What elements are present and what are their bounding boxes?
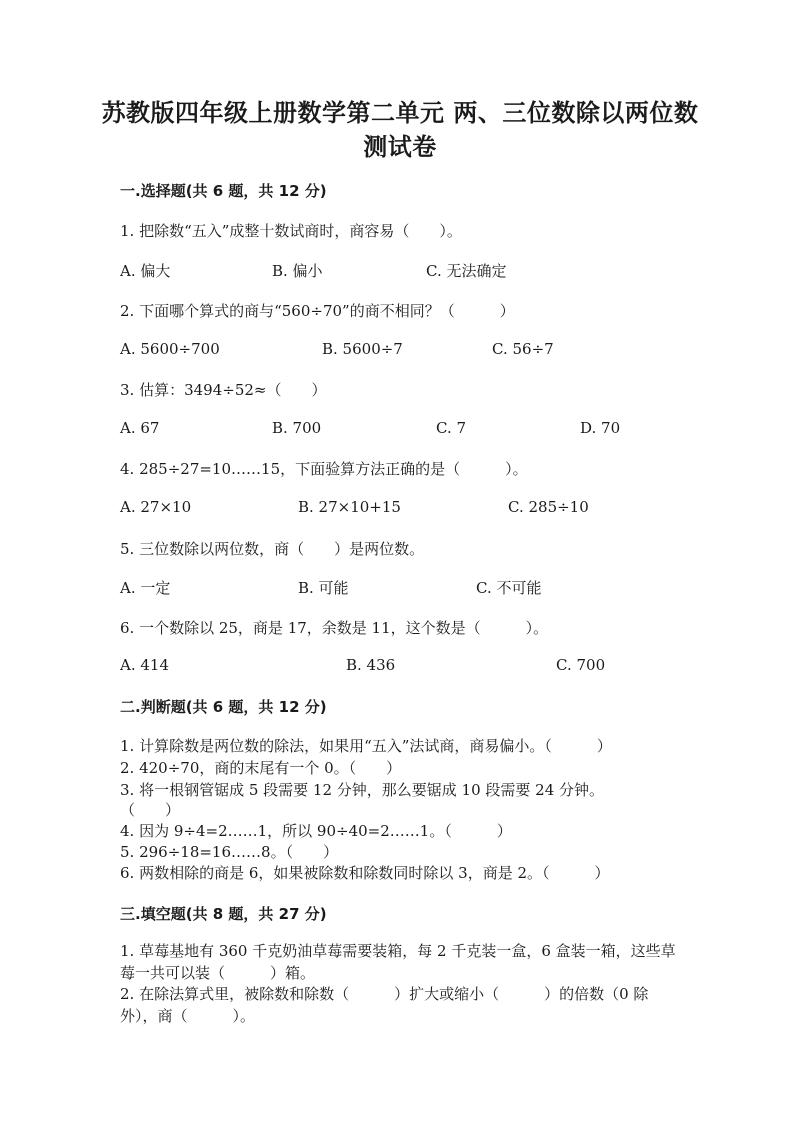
judge-item-2: 2. 420÷70，商的末尾有一个 0。（ ）	[120, 759, 402, 777]
option-1b: B. 偏小	[272, 262, 323, 280]
judge-item-6: 6. 两数相除的商是 6，如果被除数和除数同时除以 3，商是 2。（ ）	[120, 864, 610, 882]
judge-item-3-blank: （ ）	[120, 801, 181, 819]
option-5c: C. 不可能	[476, 579, 542, 597]
option-2c: C. 56÷7	[492, 340, 554, 358]
option-3c: C. 7	[436, 419, 467, 437]
question-2: 2. 下面哪个算式的商与“560÷70”的商不相同？（ ）	[120, 302, 515, 320]
question-4: 4. 285÷27=10……15，下面验算方法正确的是（ ）。	[120, 460, 528, 478]
page-title: 苏教版四年级上册数学第二单元 两、三位数除以两位数 测试卷	[101, 99, 699, 161]
option-5a: A. 一定	[120, 579, 171, 597]
option-4c: C. 285÷10	[508, 498, 589, 516]
option-6a: A. 414	[120, 656, 169, 674]
question-6: 6. 一个数除以 25，商是 17，余数是 11，这个数是（ ）。	[120, 619, 549, 637]
option-6b: B. 436	[346, 656, 396, 674]
section-heading-choice: 一.选择题(共 6 题，共 12 分)	[120, 182, 327, 200]
option-6c: C. 700	[556, 656, 606, 674]
option-3a: A. 67	[120, 419, 160, 437]
option-3d: D. 70	[580, 419, 621, 437]
fill-item-2: 2. 在除法算式里，被除数和除数（ ）扩大或缩小（ ）的倍数（0 除外），商（ ）。	[120, 985, 649, 1025]
question-3: 3. 估算：3494÷52≈（ ）	[120, 381, 327, 399]
section-heading-fill: 三.填空题(共 8 题，共 27 分)	[120, 905, 327, 923]
option-1a: A. 偏大	[120, 262, 171, 280]
section-heading-judge: 二.判断题(共 6 题，共 12 分)	[120, 698, 327, 716]
judge-item-1: 1. 计算除数是两位数的除法，如果用“五入”法试商，商易偏小。（ ）	[120, 737, 612, 755]
fill-item-1: 1. 草莓基地有 360 千克奶油草莓需要装箱，每 2 千克装一盒，6 盒装一箱，这些草莓一共可以装（ ）箱。	[120, 942, 676, 982]
judge-item-3: 3. 将一根钢管锯成 5 段需要 12 分钟，那么要锯成 10 段需要 24 分钟。	[120, 781, 605, 799]
option-1c: C. 无法确定	[426, 262, 507, 280]
judge-item-5: 5. 296÷18=16……8。（ ）	[120, 843, 339, 861]
option-4a: A. 27×10	[120, 498, 192, 516]
option-4b: B. 27×10+15	[298, 498, 401, 516]
judge-item-4: 4. 因为 9÷4=2……1，所以 90÷40=2……1。（ ）	[120, 822, 512, 840]
option-2b: B. 5600÷7	[322, 340, 403, 358]
question-5: 5. 三位数除以两位数，商（ ）是两位数。	[120, 540, 425, 558]
option-2a: A. 5600÷700	[120, 340, 220, 358]
option-5b: B. 可能	[298, 579, 349, 597]
option-3b: B. 700	[272, 419, 322, 437]
question-1: 1. 把除数“五入”成整十数试商时，商容易（ ）。	[120, 222, 462, 240]
